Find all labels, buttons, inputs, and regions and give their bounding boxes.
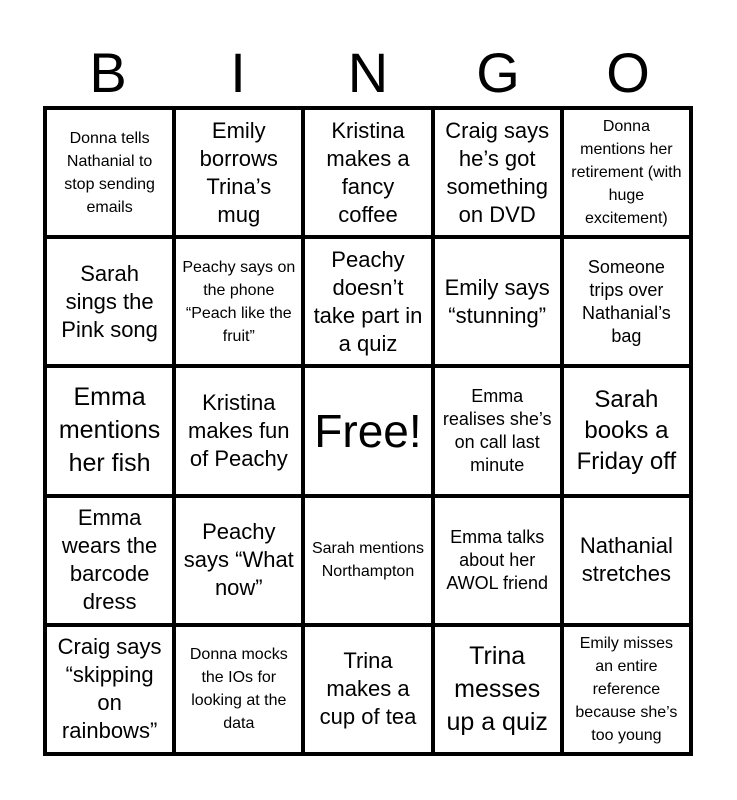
header-letter-o: O	[606, 41, 650, 104]
cell-text: Emily says “stunning”	[444, 274, 550, 328]
bingo-header	[43, 40, 693, 106]
cell-text: Sarah mentions Northampton	[311, 540, 425, 581]
bingo-cell[interactable]	[174, 366, 303, 495]
header-letter-g: G	[476, 41, 520, 104]
cell-text: Trina messes up a quiz	[446, 641, 548, 736]
cell-text: Emma mentions her fish	[58, 383, 161, 478]
header-letter-b: B	[89, 41, 127, 104]
bingo-cell[interactable]	[303, 496, 432, 625]
bingo-cell[interactable]	[562, 237, 691, 366]
bingo-cell[interactable]	[174, 237, 303, 366]
free-space-label: Free!	[314, 404, 422, 457]
bingo-cell[interactable]	[303, 625, 432, 754]
cell-text: Peachy says “What now”	[183, 519, 294, 601]
cell-text: Emma talks about her AWOL friend	[446, 526, 549, 593]
bingo-cell[interactable]	[174, 625, 303, 754]
cell-text: Peachy says on the phone “Peach like the fruit”	[182, 258, 296, 345]
bingo-cell[interactable]	[45, 237, 174, 366]
bingo-cell[interactable]	[433, 496, 562, 625]
cell-text: Craig says he’s got something on DVD	[445, 117, 550, 227]
free-space[interactable]	[303, 366, 432, 495]
header-letter-n: N	[347, 41, 389, 104]
bingo-cell[interactable]	[45, 366, 174, 495]
bingo-cell[interactable]	[562, 496, 691, 625]
bingo-cell[interactable]	[174, 496, 303, 625]
cell-text: Kristina makes fun of Peachy	[188, 389, 290, 471]
cell-text: Donna mocks the IOs for looking at the data	[189, 646, 288, 733]
bingo-cell[interactable]	[433, 108, 562, 237]
bingo-cell[interactable]	[303, 237, 432, 366]
bingo-board	[43, 106, 693, 756]
cell-text: Someone trips over Nathanial’s bag	[582, 256, 671, 346]
cell-text: Trina makes a cup of tea	[319, 648, 417, 730]
cell-text: Sarah sings the Pink song	[61, 260, 158, 342]
cell-text: Nathanial stretches	[579, 533, 673, 587]
bingo-cell[interactable]	[45, 625, 174, 754]
cell-text: Donna mentions her retirement (with huge excitement)	[571, 118, 682, 228]
cell-text: Emily misses an entire reference because she’s too young	[575, 634, 678, 744]
bingo-cell[interactable]	[562, 625, 691, 754]
cell-text: Emma realises she’s on call last minute	[442, 385, 552, 475]
bingo-cell[interactable]	[562, 366, 691, 495]
bingo-cell[interactable]	[45, 496, 174, 625]
cell-text: Kristina makes a fancy coffee	[326, 117, 410, 227]
cell-text: Emma wears the barcode dress	[61, 505, 158, 615]
bingo-cell[interactable]	[174, 108, 303, 237]
bingo-cell[interactable]	[562, 108, 691, 237]
bingo-cell[interactable]	[433, 237, 562, 366]
header-letter-i: I	[230, 41, 246, 104]
bingo-cell[interactable]	[303, 108, 432, 237]
cell-text: Emily borrows Trina’s mug	[199, 117, 278, 227]
bingo-cell[interactable]	[433, 625, 562, 754]
bingo-cell[interactable]	[45, 108, 174, 237]
cell-text: Craig says “skipping on rainbows”	[57, 634, 162, 744]
cell-text: Peachy doesn’t take part in a quiz	[313, 246, 423, 356]
bingo-cell[interactable]	[433, 366, 562, 495]
cell-text: Donna tells Nathanial to stop sending emails	[64, 129, 155, 216]
cell-text: Sarah books a Friday off	[576, 386, 677, 476]
